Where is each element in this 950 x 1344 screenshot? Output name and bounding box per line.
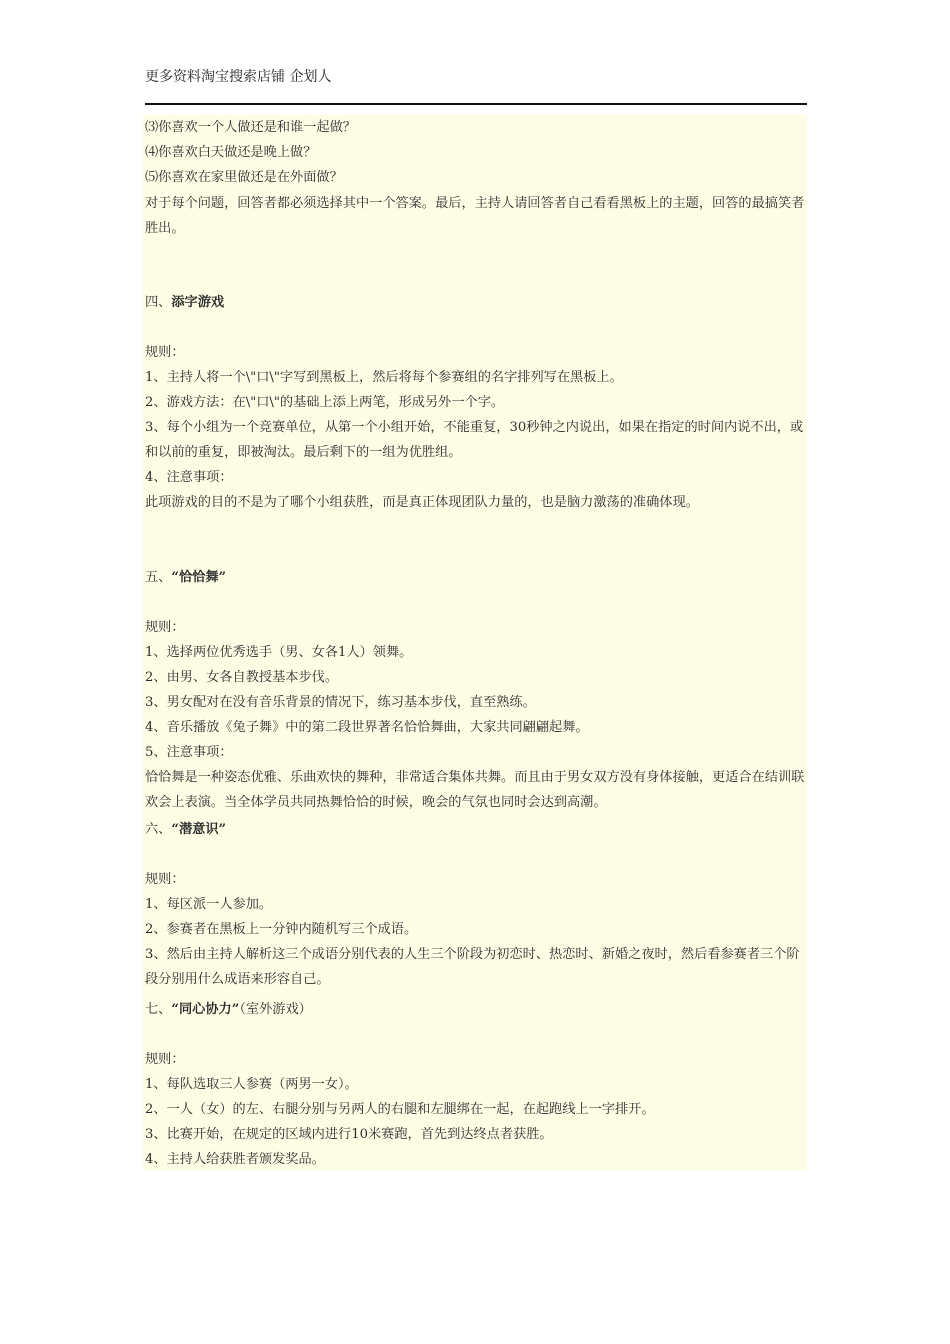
section-4-heading-title: 添字游戏	[171, 295, 225, 310]
page-header-title: 更多资料淘宝搜索店铺 企划人	[145, 69, 332, 85]
section-4-rule-4: 4、注意事项：	[145, 470, 233, 485]
section-6-heading-title: “潜意识”	[171, 822, 227, 837]
section-4-rule-2: 2、游戏方法：在\"口\"的基础上添上两笔，形成另外一个字。	[145, 395, 505, 410]
section-7-heading-prefix: 七、	[145, 1002, 172, 1017]
section-6-rule-2: 2、参赛者在黑板上一分钟内随机写三个成语。	[145, 922, 418, 937]
section-7-rule-3: 3、比赛开始，在规定的区域内进行10米赛跑，首先到达终点者获胜。	[145, 1127, 553, 1142]
section-5-rules-label: 规则：	[145, 620, 185, 635]
section-5-rule-4: 4、音乐播放《兔子舞》中的第二段世界著名恰恰舞曲，大家共同翩翩起舞。	[145, 720, 589, 735]
section-5-heading-title: “恰恰舞”	[171, 570, 227, 585]
section-5-rule-2: 2、由男、女各自教授基本步伐。	[145, 670, 339, 685]
section-6-heading-prefix: 六、	[145, 822, 172, 837]
section-5-heading-prefix: 五、	[145, 570, 172, 585]
section-7-rule-1: 1、每队选取三人参赛（两男一女）。	[145, 1077, 358, 1092]
section-5-rule-5: 5、注意事项：	[145, 745, 233, 760]
question-5: ⑸你喜欢在家里做还是在外面做？	[145, 170, 343, 185]
section-7-rule-2: 2、一人（女）的左、右腿分别与另两人的右腿和左腿绑在一起，在起跑线上一字排开。	[145, 1102, 655, 1117]
section-6-rule-1: 1、每区派一人参加。	[145, 897, 273, 912]
section-4-heading-prefix: 四、	[145, 295, 172, 310]
section-7-heading	[145, 1000, 807, 1020]
section-7-rule-4: 4、主持人给获胜者颁发奖品。	[145, 1152, 325, 1167]
section-4-rule-1: 1、主持人将一个\"口\"字写到黑板上，然后将每个参赛组的名字排列写在黑板上。	[145, 370, 623, 385]
section-7-heading-suffix: （室外游戏）	[239, 1002, 312, 1017]
section-5-rule-3: 3、男女配对在没有音乐背景的情况下，练习基本步伐，直至熟练。	[145, 695, 536, 710]
section-5-note: 恰恰舞是一种姿态优雅、乐曲欢快的舞种，非常适合集体共舞。而且由于男女双方没有身体接触，更适合在结训联欢会上表演。当全体学员共同热舞恰恰的时候，晚会的气氛也同时会达到高潮。	[145, 770, 805, 810]
header-divider	[145, 103, 807, 105]
section-6-rule-3: 3、然后由主持人解析这三个成语分别代表的人生三个阶段为初恋时、热恋时、新婚之夜时，然后看参赛者三个阶段分别用什么成语来形容自己。	[145, 947, 800, 987]
section-4-rules-label: 规则：	[145, 345, 185, 360]
section-6-heading	[145, 820, 807, 840]
section-5-heading	[145, 568, 807, 588]
section-5-rule-1: 1、选择两位优秀选手（男、女各1人）领舞。	[145, 645, 413, 660]
section-7-heading-title: “同心协力”	[171, 1002, 240, 1017]
section-4-note: 此项游戏的目的不是为了哪个小组获胜，而是真正体现团队力量的，也是脑力激荡的准确体现。	[145, 495, 699, 510]
section-7-rules-label: 规则：	[145, 1052, 185, 1067]
answer-rule-paragraph: 对于每个问题，回答者都必须选择其中一个答案。最后，主持人请回答者自己看看黑板上的主题，回答的最搞笑者胜出。	[145, 196, 805, 236]
section-4-rule-3: 3、每个小组为一个竞赛单位，从第一个小组开始，不能重复，30秒钟之内说出，如果在指定的时间内说不出，或和以前的重复，即被淘汰。最后剩下的一组为优胜组。	[145, 420, 804, 460]
section-6-rules-label: 规则：	[145, 872, 185, 887]
section-4-heading	[145, 293, 807, 313]
question-4: ⑷你喜欢白天做还是晚上做？	[145, 145, 317, 160]
question-3: ⑶你喜欢一个人做还是和谁一起做？	[145, 120, 356, 135]
document-body	[143, 115, 807, 1171]
